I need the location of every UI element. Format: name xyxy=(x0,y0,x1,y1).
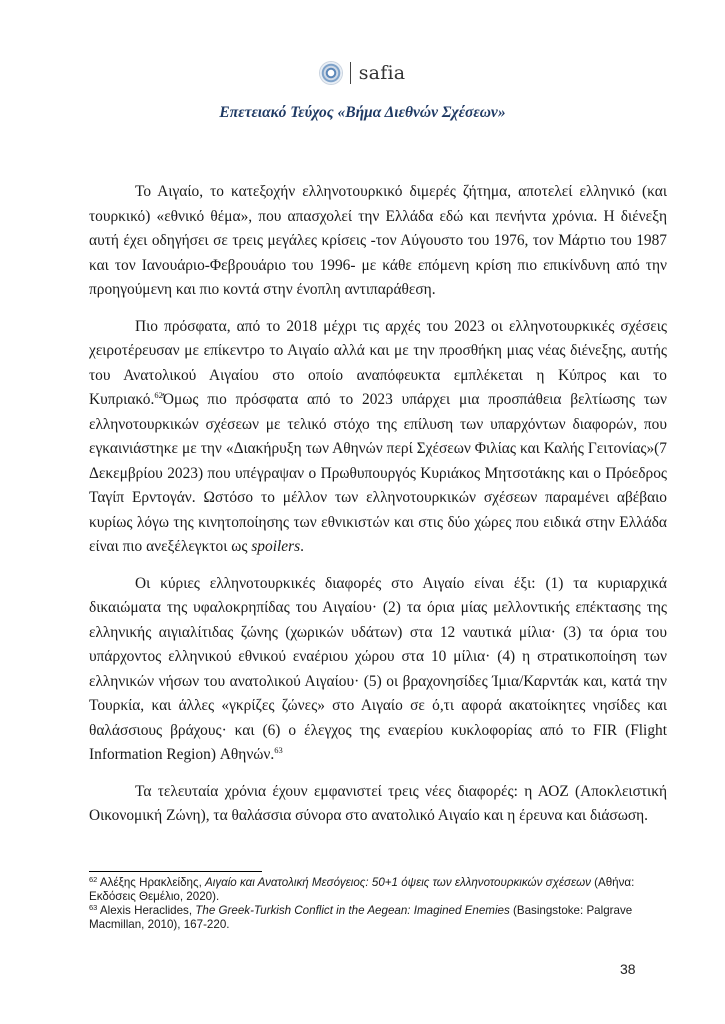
footnotes xyxy=(89,876,667,932)
footnote-ref-63[interactable]: 63 xyxy=(274,745,283,755)
paragraph-text: Όμως πιο πρόσφατα από το 2023 υπάρχει μια προσπάθεια βελτίωσης των ελληνοτουρκικών σχέσεων με τελικό στόχο της επίλυση των υπαρχόντων διαφορών, που εγκαινιάστηκε με την «Διακήρυξη των Αθηνών περί Σχέσεων Φιλίας και Καλής Γειτονίας»(7 Δεκεμβρίου 2023) που υπέγραψαν ο Πρωθυπουργός Κυριάκος Μητσοτάκης και ο Πρόεδρος Ταγίπ Ερντογάν. Ωστόσο το μέλλον των ελληνοτουρκικών σχέσεων παραμένει αβέβαιο κυρίως λόγω της κινητοποίησης των εθνικιστών και στις δύο χώρες που ειδικά στην Ελλάδα είναι πιο ανεξέλεγκτοι ως xyxy=(89,391,667,555)
body-text xyxy=(89,180,667,841)
logo-text: safia xyxy=(358,62,406,84)
paragraph-text: . xyxy=(300,538,304,555)
paragraph-2 xyxy=(89,315,667,560)
footnote-author: Αλέξης Ηρακλείδης, xyxy=(97,876,206,889)
paragraph-1 xyxy=(89,180,667,303)
issue-title: Επετειακό Τεύχος «Βήμα Διεθνών Σχέσεων» xyxy=(219,104,506,121)
logo-divider xyxy=(350,62,351,84)
paragraph-text: Τα τελευταία χρόνια έχουν εμφανιστεί τρεις νέες διαφορές: η ΑΟΖ (Αποκλειστική Οικονομική Ζώνη), τα θαλάσσια σύνορα στο ανατολικό Αιγαίο και η έρευνα και διάσωση. xyxy=(89,782,667,824)
footnote-number: 63 xyxy=(89,903,98,912)
footnote-ref-62[interactable]: 62 xyxy=(154,390,163,400)
footnote-publication: (Basingstoke: Palgrave Macmillan, 2010), 167-220. xyxy=(89,904,633,931)
page-number: 38 xyxy=(620,961,636,977)
footnote-title: The Greek-Turkish Conflict in the Aegean: Imagined Enemies xyxy=(195,904,510,917)
footnote-separator xyxy=(89,871,262,872)
footnote-62 xyxy=(89,876,667,904)
seal-emblem-icon xyxy=(320,62,342,84)
footnote-number: 62 xyxy=(89,875,98,884)
footnote-title: Αιγαίο και Ανατολική Μεσόγειος: 50+1 όψεις των ελληνοτουρκικών σχέσεων xyxy=(205,876,591,889)
page-header xyxy=(0,58,725,88)
paragraph-text: Οι κύριες ελληνοτουρκικές διαφορές στο Αιγαίο είναι έξι: (1) τα κυριαρχικά δικαιώματα της υφαλοκρηπίδας του Αιγαίου· (2) τα όρια μίας μελλοντικής επέκτασης της ελληνικής αιγιαλίτιδας ζώνης (χωρικών υδάτων) στα 12 ναυτικά μίλια· (3) τα όρια του υπάρχοντος ελληνικού εθνικού εναέριου χώρου στα 10 μίλια· (4) η στρατικοποίηση των ελληνικών νήσων του ανατολικού Αιγαίου· (5) οι βραχονησίδες Ίμια/Καρντάκ και, κατά την Τουρκία, και άλλες «γκρίζες ζώνες» στο Αιγαίο σε ό,τι αφορά ακατοίκητες νησίδες και θαλάσσιους βράχους· και (6) ο έλεγχος της εναερίου κυκλοφορίας από το FIR (Flight Information Region) Αθηνών. xyxy=(89,574,667,763)
paragraph-4 xyxy=(89,780,667,829)
safia-logo xyxy=(320,62,406,84)
paragraph-text: Πιο πρόσφατα, από το 2018 μέχρι τις αρχές του 2023 οι ελληνοτουρκικές σχέσεις χειροτέρευσαν με επίκεντρο το Αιγαίο αλλά και με την προσθήκη μιας νέας διένεξης, αυτής του Ανατολικού Αιγαίου στο οποίο αναπόφευκτα εμπλέκεται η Κύπρος και το Κυπριακό. xyxy=(89,317,667,408)
paragraph-text: Το Αιγαίο, το κατεξοχήν ελληνοτουρκικό διμερές ζήτημα, αποτελεί ελληνικό (και τουρκικό) «εθνικό θέμα», που απασχολεί την Ελλάδα εδώ και πενήντα χρόνια. Η διένεξη αυτή έχει οδηγήσει σε τρεις μεγάλες κρίσεις -τον Αύγουστο του 1976, τον Μάρτιο του 1987 και τον Ιανουάριο-Φεβρουάριο του 1996- με κάθε επόμενη κρίση πιο επικίνδυνη από την προηγούμενη και πιο κοντά στην ένοπλη αντιπαράθεση. xyxy=(89,183,667,298)
paragraph-3 xyxy=(89,572,667,768)
footnote-63 xyxy=(89,904,667,932)
footnote-author: Alexis Heraclides, xyxy=(97,904,196,917)
italic-term: spoilers xyxy=(251,538,301,555)
footnote-publication: (Αθήνα: Εκδόσεις Θεμέλιο, 2020). xyxy=(89,876,635,903)
